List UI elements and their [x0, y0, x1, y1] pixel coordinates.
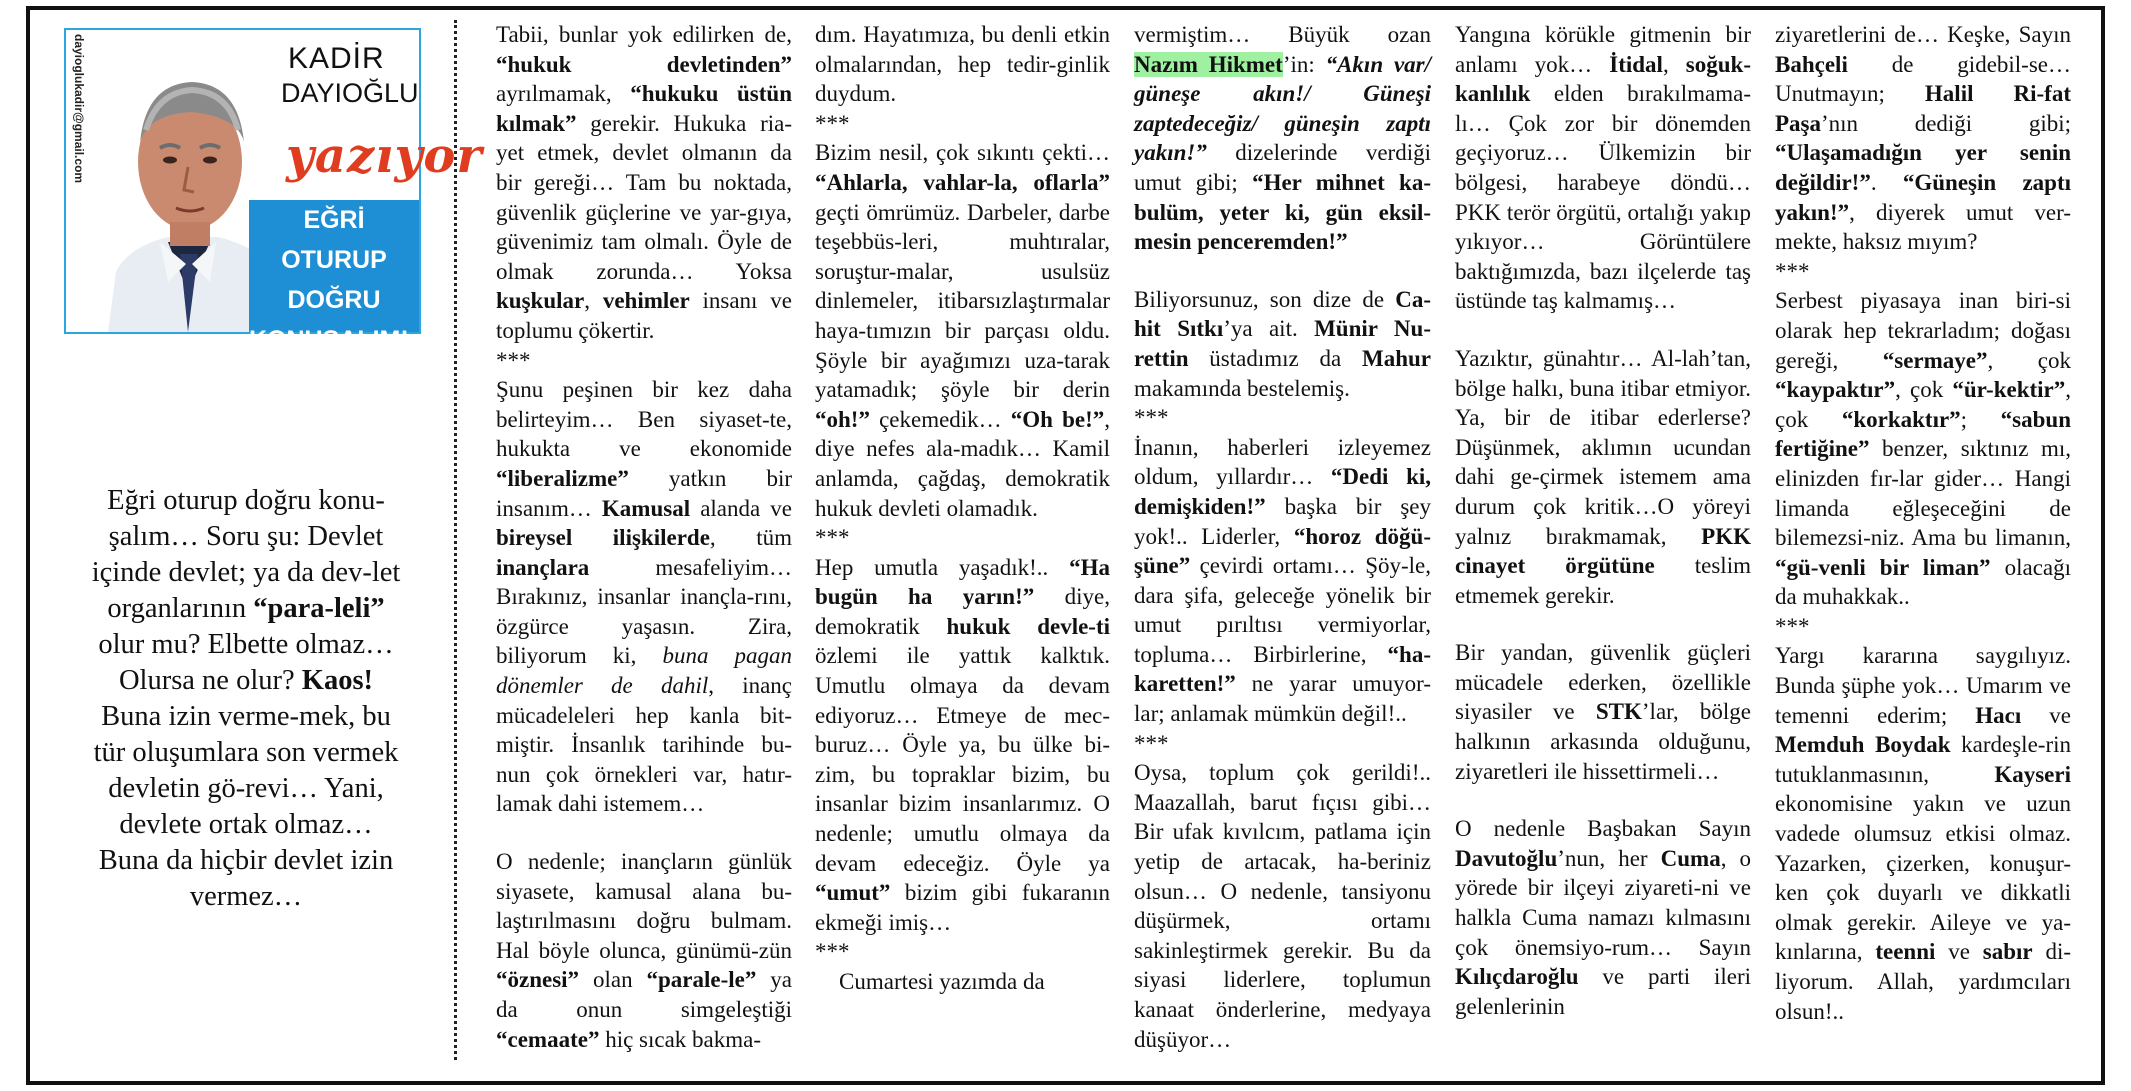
- section-separator: ***: [496, 347, 531, 373]
- paragraph: Tabii, bunlar yok edilirken de, “hukuk devletinden” ayrılmamak, “hukuku üstün kılmak” gerekir. Hukuka ria-yet etmek, devlet olmanın da bir gereği… Tam bu noktada, güvenlik güçlerine ve yar-gıya, güvenimiz tam olmalı. Öyle de olmak zorunda… Yoksa kuşkular, vehimler insanı ve toplumu çökertir.: [496, 22, 792, 343]
- intro-text: Eğri oturup doğru konu-şalım… Soru şu: Devlet içinde devlet; ya da dev-let organlarının “para-leli” olur mu? Elbette olmaz… Olursa ne olur? Kaos! Buna izin verme-mek, bu tür oluşumlara son vermek devletin gö-revi… Yani, devlete ortak olmaz… Buna da hiçbir devlet izin vermez…: [91, 485, 401, 912]
- paragraph: vermiştim… Büyük ozan Nazım Hikmet’in: “Akın var/ güneşe akın!/ Güneşi zaptedeceğiz/ güneşin zaptı yakın!” dizelerinde verdiği umut gibi; “Her mihnet ka-bulüm, yeter ki, gün eksil-mesin penceremden!”: [1134, 22, 1432, 255]
- author-first-name: KADİR: [288, 42, 385, 75]
- paragraph: Hep umutla yaşadık!.. “Ha bugün ha yarın!” diye, demokratik hukuk devle-ti özlemi ile yattık kalktık. Umutlu olmaya da devam ediyoruz… Etmeye de mec-buruz… Öyle ya, bu ülke bi-zim, bu topraklar bizim, bu insanlar bizim insanlarımız. O nedenle; umutlu olmaya da devam edeceğiz. Öyle ya “umut” bizim gibi fukaranın ekmeği imiş…: [815, 554, 1111, 935]
- section-separator: ***: [815, 525, 850, 551]
- column-divider: [454, 20, 457, 1060]
- paragraph: Serbest piyasaya inan biri-si olarak hep tekrarladım; doğası gereği, “sermaye”, çok “kaypaktır”, çok “ür-kektir”, çok “korkaktır”; “sabun fertiğine” benzer, sıktınız mı, elinizden fır-lar gider… Hangi limanda eğleşeceğini de bilemezsi-niz. Ama bu limanın, “gü-venli bir liman” olacağı da muhakkak..: [1775, 288, 2072, 610]
- paragraph: Bir yandan, güvenlik güçleri mücadele ederken, özellikle siyasiler ve STK’lar, bölge halkının arkasında olduğunu, ziyaretleri ile hissettirmeli…: [1455, 640, 1751, 784]
- yaziyor-tagline: yazıyor: [286, 128, 483, 184]
- article-column-4: [1455, 20, 1751, 1021]
- column-title-line: KONUŞALIM!..: [249, 326, 423, 354]
- article-column-5: [1775, 20, 2071, 1026]
- section-separator: ***: [1775, 258, 1810, 284]
- author-last-name: DAYIOĞLU: [281, 78, 419, 108]
- section-separator: ***: [1134, 405, 1169, 431]
- column-title-line: DOĞRU: [287, 286, 381, 314]
- paragraph: Şunu peşinen bir kez daha belirteyim… Ben siyaset-te, hukukta ve ekonomide “liberalizme” yatkın bir insanım… Kamusal alanda ve bireysel ilişkilerde, tüm inançlara mesafeliyim… Bırakınız, insanlar inançla-rını, özgürce yaşasın. Zira, biliyorum ki, buna pagan dönemler de dahil, inanç mücadeleleri hep kanla bit-miştir. İnsanlık tarihinde bu-nun çok örnekleri var, hatır-lamak dahi istemem…: [496, 377, 792, 817]
- section-separator: ***: [1775, 613, 1810, 639]
- highlighted-name: Nazım Hikmet: [1134, 51, 1283, 77]
- paragraph: Yangına körükle gitmenin bir anlamı yok… İtidal, soğuk-kanlılık elden bırakılmama-lı… Çok zor bir dönemden geçiyoruz… Ülkemizin bir bölgesi, harabeye döndü… PKK terör örgütü, ortalığı yakıp yıkıyor… Görüntülere baktığımızda, bazı ilçelerde taş üstünde taş kalmamış…: [1455, 22, 1751, 314]
- paragraph: ziyaretlerini de… Keşke, Sayın Bahçeli de gidebil-se… Unutmayın; Halil Ri-fat Paşa’nın dediği gibi; “Ulaşamadığın yer senin değildir!”. “Güneşin zaptı yakın!”, diyerek umut ver-mekte, haksız mıyım?: [1775, 22, 2071, 255]
- paragraph: Bizim nesil, çok sıkıntı çekti… “Ahlarla, vahlar-la, oflarla” geçti ömrümüz. Darbeler, darbe teşebbüs-leri, muhtıralar, soruştur-malar, usulsüz dinlemeler, itibarsızlaştırmalar haya-tımızın bir parçası oldu. Şöyle bir ayağımızı uza-tarak yatamadık; şöyle bir derin “oh!” çekemedik… “Oh be!”, diye nefes ala-madık… Kamil anlamda, çağdaş, demokratik hukuk devleti olamadık.: [815, 140, 1110, 521]
- section-separator: ***: [1134, 730, 1169, 756]
- paragraph: Biliyorsunuz, son dize de Ca-hit Sıtkı’ya ait. Münir Nu-rettin üstadımız da Mahur makamında bestelemiş.: [1134, 286, 1431, 401]
- article-column-1: [496, 20, 792, 1054]
- article-column-3: [1134, 20, 1431, 1054]
- section-separator: ***: [815, 110, 850, 136]
- author-email-text: dayioglukadir@gmail.com: [72, 34, 86, 184]
- column-title-box: [249, 200, 423, 354]
- columnist-header: [64, 28, 483, 354]
- paragraph: O nedenle Başbakan Sayın Davutoğlu’nun, her Cuma, o yörede bir ilçeyi ziyareti-ni ve halkla Cuma namazı kılmasını çok önemsiyo-rum… Sayın Kılıçdaroğlu ve parti ileri gelenlerinin: [1455, 816, 1752, 1019]
- paragraph: Oysa, toplum çok gerildi!.. Maazallah, barut fıçısı gibi… Bir ufak kıvılcım, patlama için yetip de artacak, ha-beriniz olsun… O nedenle, tansiyonu düşürmek, ortamı sakinleştirmek gerekir. Bu da siyasi liderlere, toplumun kanaat önderlerine, medyaya düşüyor…: [1134, 760, 1431, 1052]
- column-title-line: EĞRİ OTURUP: [281, 206, 387, 274]
- paragraph: Yargı kararına saygılıyız. Bunda şüphe yok… Umarım ve temenni ederim; Hacı ve Memduh Boydak kardeşle-rin tutuklanmasının, Kayseri ekonomisine yakın ve uzun vadede olumsuz etkisi olmaz. Yazarken, çizerken, konuşur-ken çok duyarlı ve dikkatli olmak gerekir. Aileye ve ya-kınlarına, teenni ve sabır di-liyorum. Allah, yardımcıları olsun!..: [1775, 643, 2071, 1024]
- section-separator: ***: [815, 939, 850, 965]
- article-column-2: [815, 20, 1110, 997]
- paragraph: Yazıktır, günahtır… Al-lah’tan, bölge halkı, buna itibar etmiyor. Ya, bir de itibar ederlerse? Düşünmek, aklımın ucundan dahi ge-çirmek istemem ama durum çok kritik…O yöreyi yalnız bırakmamak, PKK cinayet örgütüne teslim etmemek gerekir.: [1455, 345, 1751, 608]
- paragraph: dım. Hayatımıza, bu denli etkin olmalarından, hep tedir-ginlik duydum.: [815, 22, 1110, 107]
- paragraph: Cumartesi yazımda da: [839, 969, 1045, 994]
- paragraph: O nedenle; inançların günlük siyasete, kamusal alana bu-laştırılmasını doğru bulmam. Hal böyle olunca, günümü-zün “öznesi” olan “parale-le” ya da onun simgeleştiği “cemaate” hiç sıcak bakma-: [496, 849, 792, 1052]
- paragraph: İnanın, haberleri izleyemez oldum, yıllardır… “Dedi ki, demişkiden!” başka bir şey yok!.. Liderler, “horoz döğü-şüne” çevirdi ortamı… Şöy-le, dara şifa, geleceğe yönelik bir umut pırıltısı vermiyorlar, topluma… Birbirlerine, “ha-karetten!” ne yarar umuyor-lar; anlamak mümkün değil!..: [1134, 434, 1431, 727]
